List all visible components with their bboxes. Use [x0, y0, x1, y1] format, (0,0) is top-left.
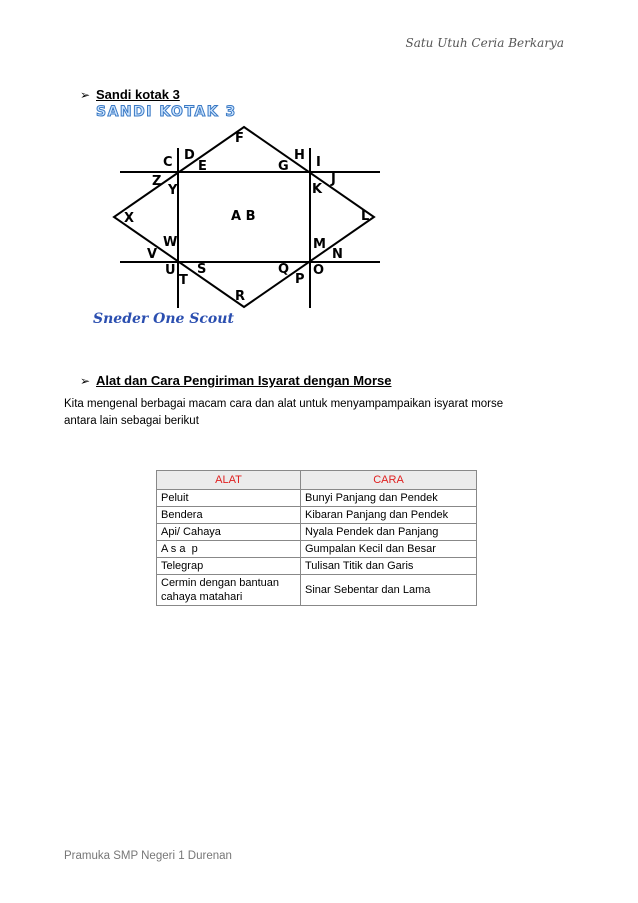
letter-o: O — [313, 263, 325, 278]
letter-x: X — [124, 211, 135, 226]
letter-m: M — [313, 237, 326, 252]
letter-j: J — [331, 172, 336, 187]
table-row — [157, 490, 477, 507]
letter-u: U — [165, 263, 176, 278]
header-motto: Satu Utuh Ceria Berkarya — [405, 36, 564, 50]
section-heading-sandi: Sandi kotak 3 — [96, 87, 180, 102]
letter-c: C — [163, 155, 173, 170]
letter-t: T — [179, 273, 188, 288]
section-heading-morse: Alat dan Cara Pengiriman Isyarat dengan Morse — [96, 373, 392, 388]
bullet-arrow-icon: ➢ — [80, 374, 91, 388]
table-row — [157, 507, 477, 524]
paragraph-line-2: antara lain sebagai berikut — [64, 415, 199, 427]
letter-z: Z — [152, 174, 162, 189]
table-row — [157, 524, 477, 541]
letter-s: S — [197, 262, 207, 277]
letter-f: F — [235, 131, 244, 146]
sandi-kotak-diagram — [110, 124, 390, 314]
letter-l: L — [361, 209, 370, 224]
intro-paragraph — [64, 396, 564, 430]
letter-e: E — [198, 159, 207, 174]
cell-alat: Telegrap — [157, 558, 301, 575]
table-row — [157, 541, 477, 558]
table-row — [157, 575, 477, 606]
letter-r: R — [235, 289, 246, 304]
bullet-arrow-icon: ➢ — [80, 88, 91, 102]
signature: Sneder One Scout — [93, 311, 234, 327]
letter-y: Y — [168, 183, 178, 198]
footer-text: Pramuka SMP Negeri 1 Durenan — [64, 850, 232, 862]
paragraph-line-1: Kita mengenal berbagai macam cara dan alat untuk menyampampaikan isyarat morse — [64, 398, 504, 410]
cell-cara: Kibaran Panjang dan Pendek — [301, 507, 477, 524]
letter-ab: A B — [231, 209, 256, 224]
letter-d: D — [184, 148, 195, 163]
letter-p: P — [295, 272, 305, 287]
letter-i: I — [316, 155, 321, 170]
header-alat: ALAT — [157, 471, 301, 490]
letter-v: V — [147, 247, 158, 262]
letter-h: H — [294, 148, 305, 163]
diagram-title: SANDI KOTAK 3 — [96, 104, 237, 120]
cell-cara: Gumpalan Kecil dan Besar — [301, 541, 477, 558]
cell-alat: Peluit — [157, 490, 301, 507]
cell-cara: Nyala Pendek dan Panjang — [301, 524, 477, 541]
cell-alat: Cermin dengan bantuan cahaya matahari — [157, 575, 301, 606]
table-row — [157, 558, 477, 575]
header-cara: CARA — [301, 471, 477, 490]
letter-k: K — [312, 182, 323, 197]
letter-n: N — [332, 247, 343, 262]
letter-w: W — [163, 235, 178, 250]
cell-alat: A s a p — [157, 541, 301, 558]
cell-cara: Tulisan Titik dan Garis — [301, 558, 477, 575]
table-header-row — [157, 471, 477, 490]
cell-alat: Bendera — [157, 507, 301, 524]
letter-g: G — [278, 159, 289, 174]
cell-alat: Api/ Cahaya — [157, 524, 301, 541]
letter-q: Q — [278, 262, 290, 277]
cell-cara: Bunyi Panjang dan Pendek — [301, 490, 477, 507]
cell-cara: Sinar Sebentar dan Lama — [301, 575, 477, 606]
morse-table — [156, 470, 477, 606]
